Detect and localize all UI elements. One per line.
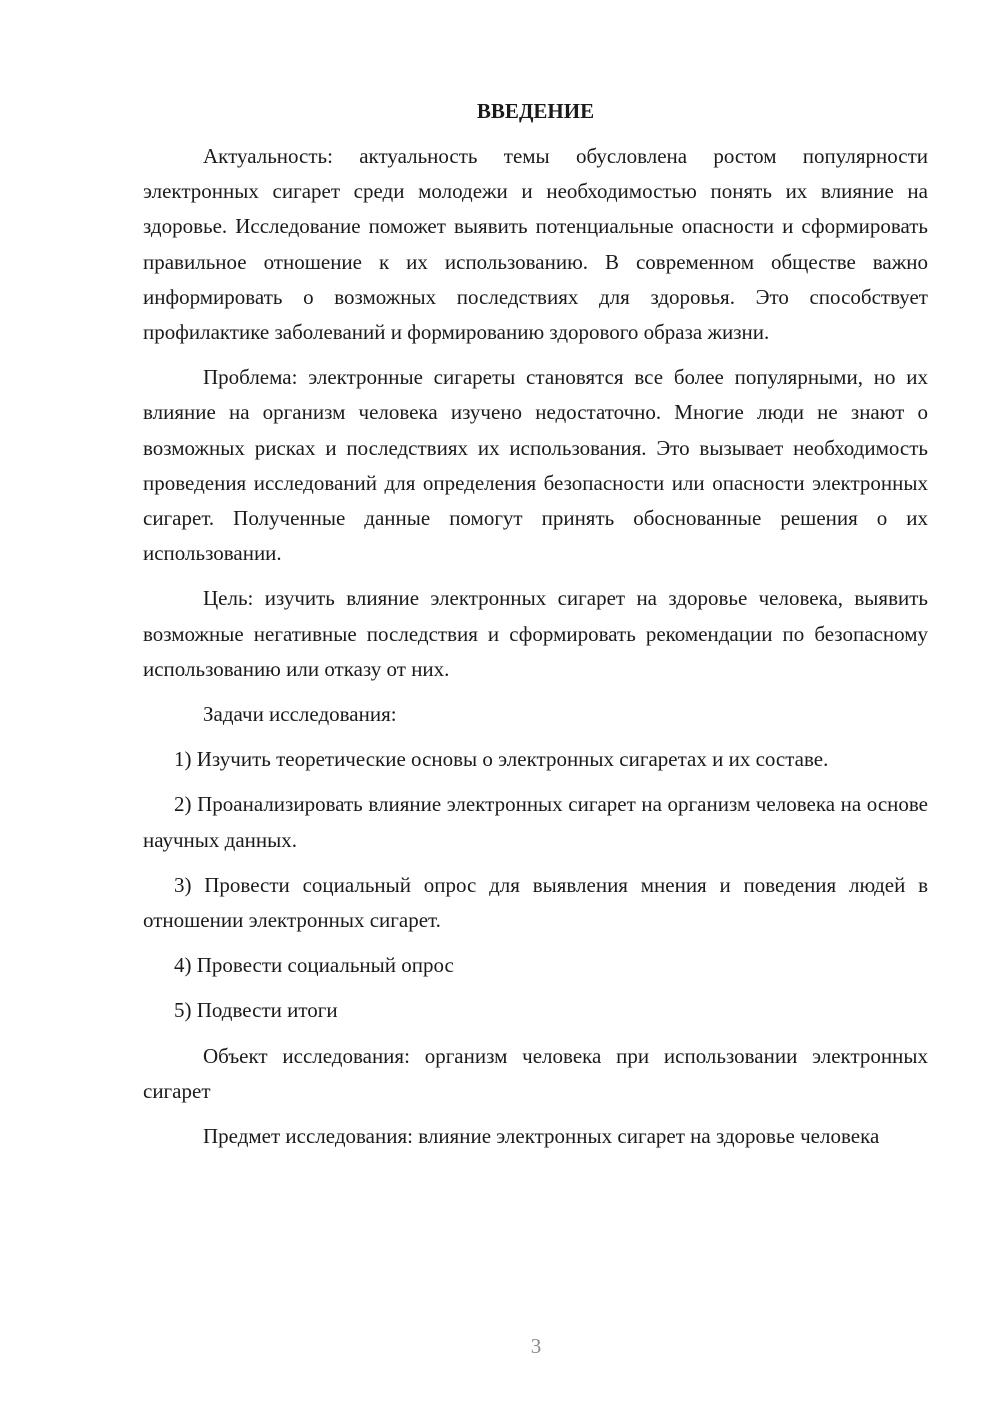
subject-paragraph: Предмет исследования: влияние электронных сигарет на здоровье человека	[203, 1124, 880, 1149]
section-title: ВВЕДЕНИЕ	[476, 99, 595, 123]
task-item-5: 5) Подвести итоги	[174, 998, 338, 1023]
task-item-1: 1) Изучить теоретические основы о электронных сигаретах и их составе.	[174, 747, 829, 772]
page-number: 3	[530, 1334, 542, 1358]
task-item-3: 3) Провести социальный опрос для выявления мнения и поведения людей в отношении электронных сигарет.	[143, 872, 928, 933]
document-page	[143, 95, 928, 1164]
task-item-2: 2) Проанализировать влияние электронных сигарет на организм человека на основе научных данных.	[143, 792, 928, 852]
goal-paragraph: Цель: изучить влияние электронных сигарет на здоровье человека, выявить возможные негативные последствия и сформировать рекомендации по безопасному использованию или отказу от них.	[143, 586, 928, 681]
tasks-heading: Задачи исследования:	[203, 702, 397, 727]
relevance-paragraph: Актуальность: актуальность темы обусловлена ростом популярности электронных сигарет среди молодежи и необходимостью понять их влияние на здоровье. Исследование поможет выявить потенциальные опасности и сформировать правильное отношение к их использованию. В современном обществе важно информировать о возможных последствиях для здоровья. Это способствует профилактике заболеваний и формированию здорового образа жизни.	[143, 144, 928, 345]
problem-paragraph: Проблема: электронные сигареты становятся все более популярными, но их влияние на организм человека изучено недостаточно. Многие люди не знают о возможных рисках и последствиях их использования. Это вызывает необходимость проведения исследований для определения безопасности или опасности электронных сигарет. Полученные данные помогут принять обоснованные решения о их использовании.	[143, 365, 928, 566]
object-paragraph: Объект исследования: организм человека при использовании электронных сигарет	[143, 1043, 928, 1103]
task-item-4: 4) Провести социальный опрос	[174, 953, 454, 978]
